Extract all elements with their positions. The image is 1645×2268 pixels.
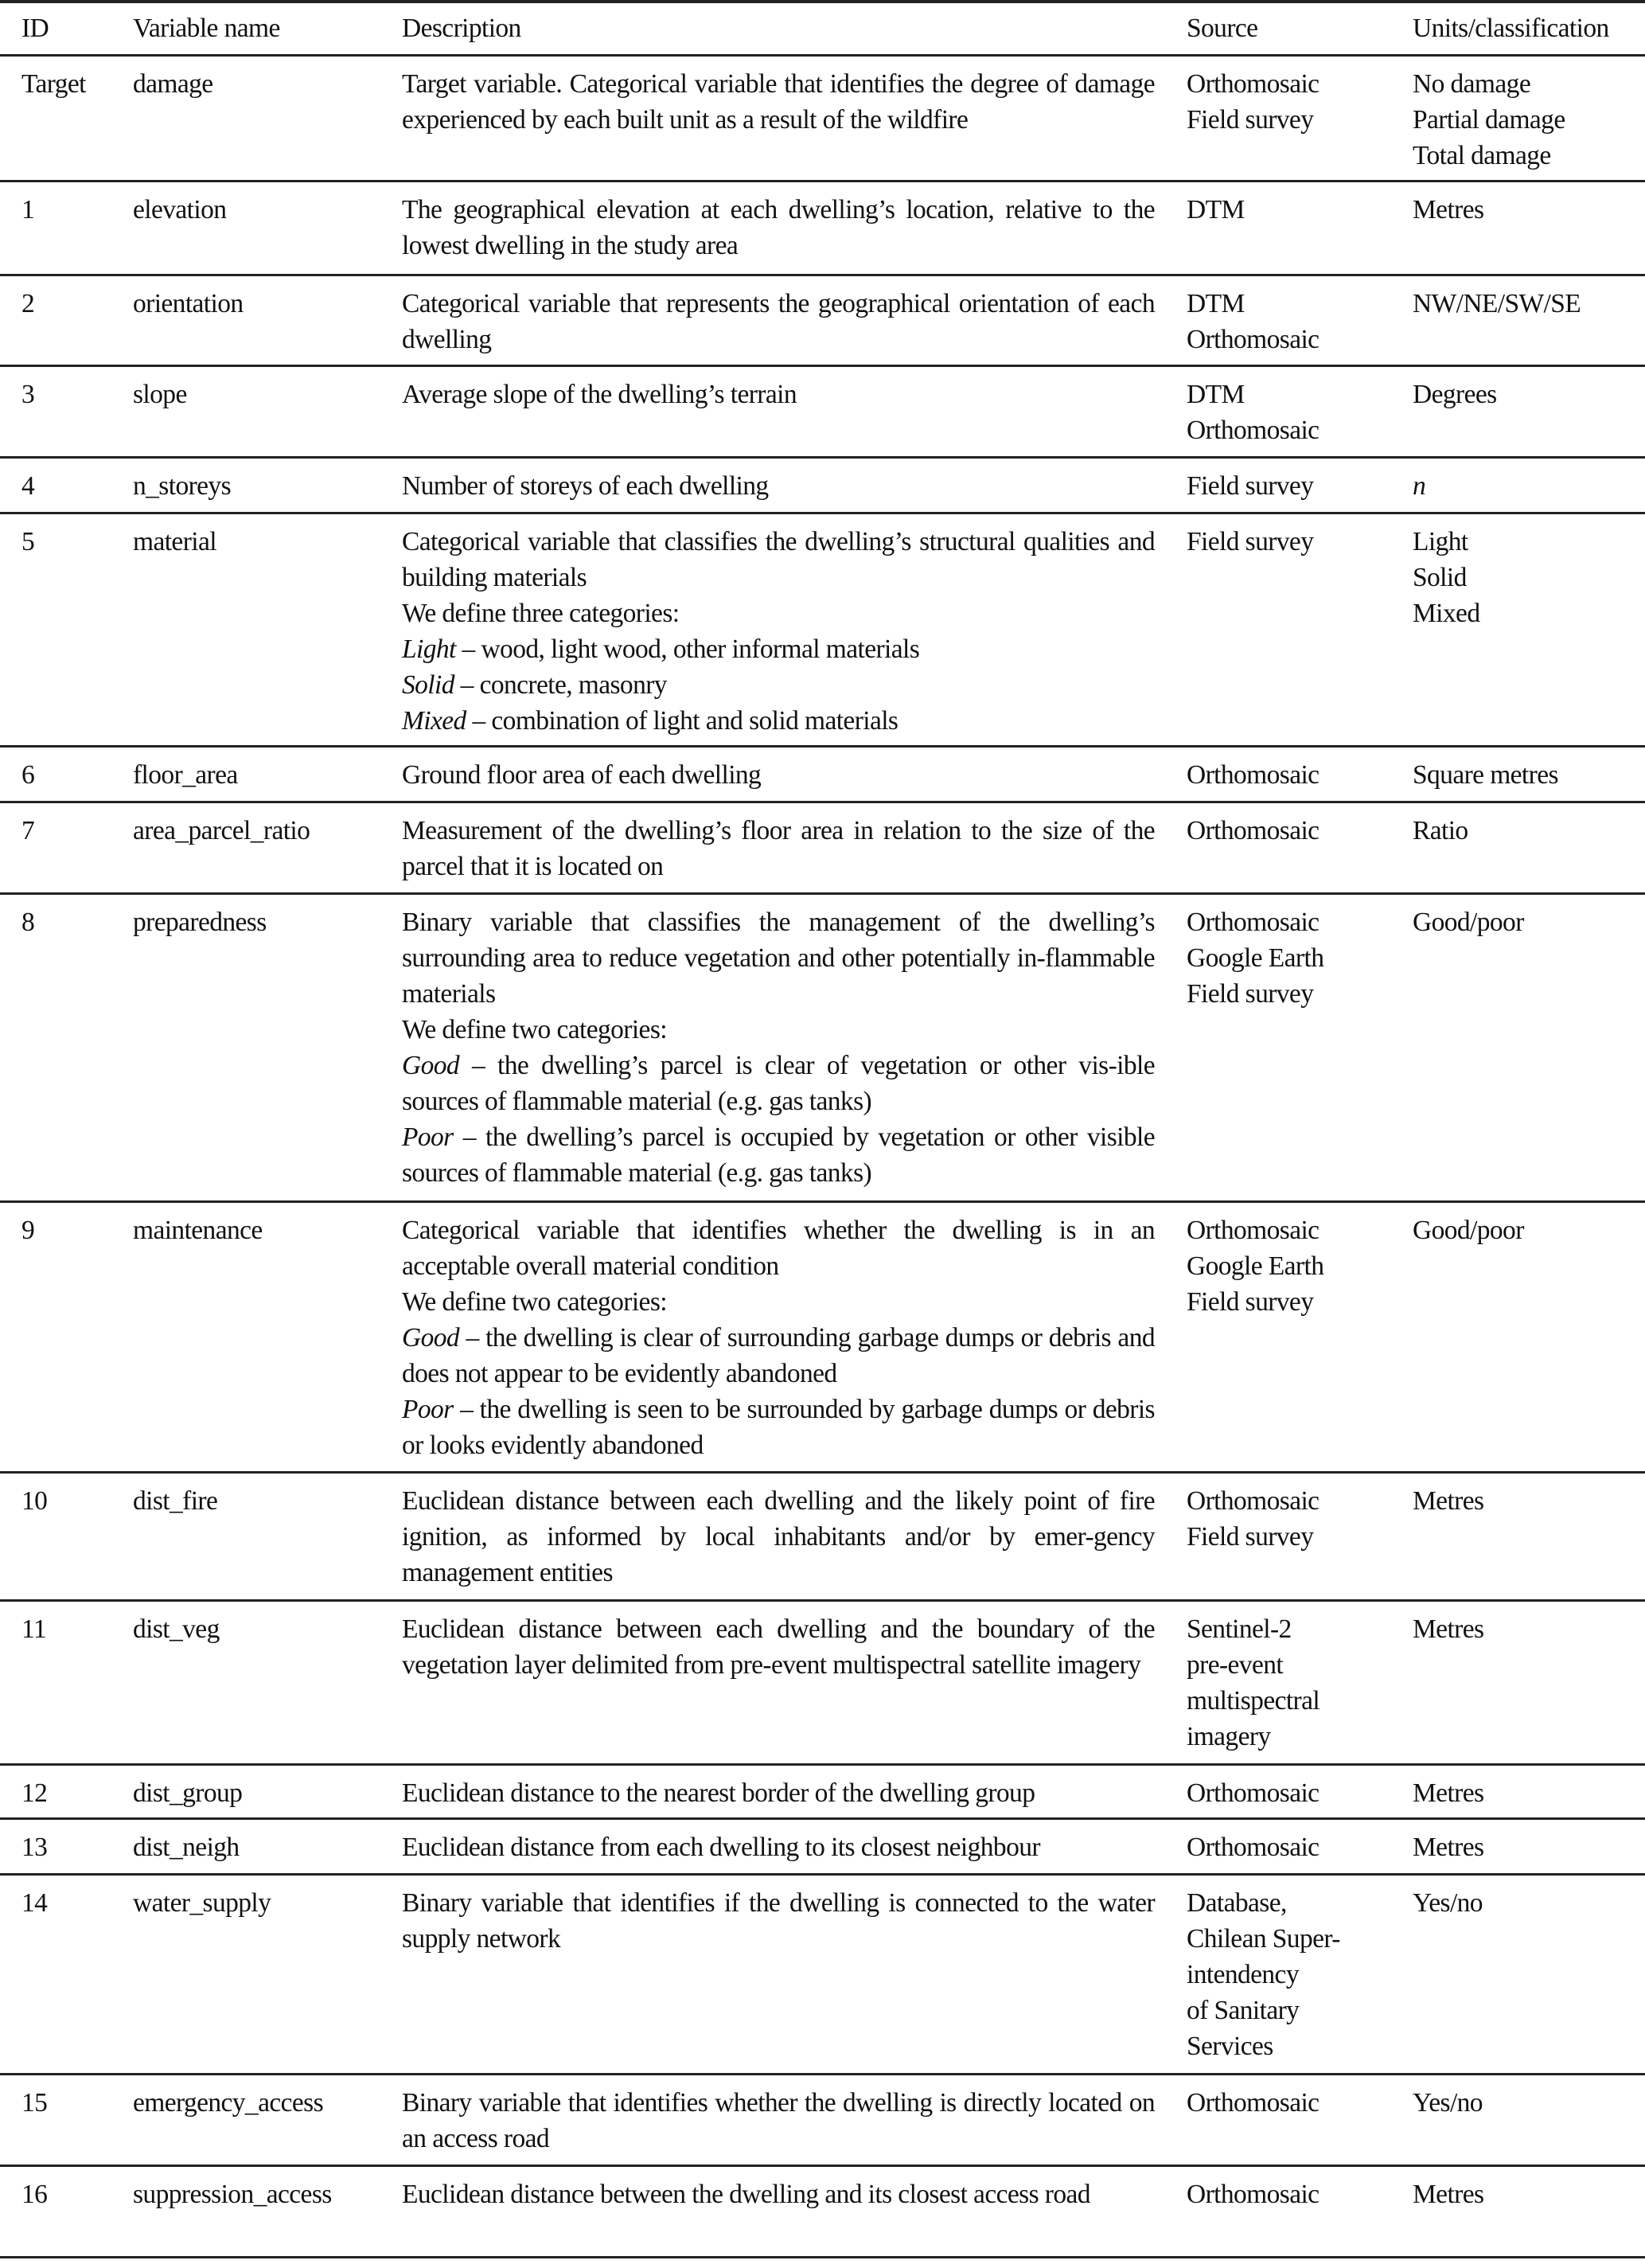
row-id: 7 — [21, 816, 35, 845]
cell-source — [1187, 275, 1413, 366]
cell-units — [1413, 802, 1645, 894]
source-item: Field survey — [1187, 105, 1314, 135]
variable-name: material — [133, 527, 216, 556]
variable-name: emergency_access — [133, 2088, 324, 2118]
cell-description — [402, 458, 1187, 513]
unit-item: Mixed — [1413, 599, 1480, 628]
unit-item: n — [1413, 471, 1426, 501]
unit-item: Yes/no — [1413, 2088, 1483, 2118]
source-item: Orthomosaic — [1187, 760, 1320, 790]
cell-units — [1413, 747, 1645, 802]
category-text: – the dwelling’s parcel is clear of vegetation or other vis-ible sources of flammable material (e.g. gas tanks) — [402, 1051, 1155, 1116]
cell-description — [402, 1473, 1187, 1601]
source-item: DTM — [1187, 289, 1245, 318]
cell-source — [1187, 747, 1413, 802]
description-text: Euclidean distance from each dwelling to its closest neighbour — [402, 1833, 1040, 1862]
table-row — [0, 1875, 1645, 2075]
description-text: Number of storeys of each dwelling — [402, 471, 769, 501]
cell-description — [402, 1202, 1187, 1473]
cell-units — [1413, 56, 1645, 182]
cell-variable-name — [133, 458, 402, 513]
source-item: Database, — [1187, 1888, 1287, 1918]
cell-id — [0, 1765, 133, 1819]
variable-name: floor_area — [133, 760, 238, 790]
category-term: Poor — [402, 1122, 454, 1152]
cell-id — [0, 458, 133, 513]
category-text: – the dwelling’s parcel is occupied by vegetation or other visible sources of flammable material (e.g. gas tanks) — [402, 1122, 1155, 1188]
cell-units — [1413, 1202, 1645, 1473]
row-id: 14 — [21, 1888, 48, 1918]
cell-source — [1187, 1601, 1413, 1765]
table-row — [0, 802, 1645, 894]
cell-id — [0, 802, 133, 894]
unit-item: Square metres — [1413, 760, 1558, 790]
description-text: Categorical variable that classifies the dwelling’s structural qualities and building materials — [402, 527, 1155, 592]
header-row — [0, 2, 1645, 56]
row-id: 15 — [21, 2088, 48, 2118]
source-item: intendency — [1187, 1960, 1299, 1989]
cell-variable-name — [133, 1473, 402, 1601]
row-id: Target — [21, 69, 86, 99]
description-text: Average slope of the dwelling’s terrain — [402, 380, 797, 409]
cell-units — [1413, 1765, 1645, 1819]
cell-description — [402, 1875, 1187, 2075]
source-item: Orthomosaic — [1187, 325, 1320, 354]
unit-item: Good/poor — [1413, 908, 1524, 937]
description-text: Binary variable that identifies if the dwelling is connected to the water supply network — [402, 1888, 1155, 1954]
cell-variable-name — [133, 366, 402, 458]
source-item: Orthomosaic — [1187, 908, 1320, 937]
unit-item: Light — [1413, 527, 1468, 556]
variable-name: dist_neigh — [133, 1833, 240, 1862]
variable-name: dist_fire — [133, 1486, 218, 1516]
source-item: Orthomosaic — [1187, 416, 1320, 445]
cell-id — [0, 275, 133, 366]
header-units: Units/classification — [1413, 14, 1609, 43]
source-item: pre-event — [1187, 1650, 1284, 1680]
row-id: 3 — [21, 380, 35, 409]
category-text: – combination of light and solid materials — [466, 706, 899, 736]
table-row — [0, 747, 1645, 802]
cell-id — [0, 747, 133, 802]
variable-name: preparedness — [133, 908, 267, 937]
description-text: Euclidean distance to the nearest border of the dwelling group — [402, 1778, 1035, 1808]
row-id: 11 — [21, 1614, 47, 1644]
table-row — [0, 458, 1645, 513]
row-id: 13 — [21, 1833, 48, 1862]
source-item: Field survey — [1187, 471, 1314, 501]
unit-item: Partial damage — [1413, 105, 1565, 135]
cell-source — [1187, 182, 1413, 275]
cell-units — [1413, 1819, 1645, 1875]
cell-description — [402, 802, 1187, 894]
table-row — [0, 56, 1645, 182]
cell-id — [0, 894, 133, 1202]
cell-id — [0, 513, 133, 747]
cell-units — [1413, 894, 1645, 1202]
source-item: Orthomosaic — [1187, 1833, 1320, 1862]
cell-variable-name — [133, 1819, 402, 1875]
source-item: Field survey — [1187, 1522, 1314, 1552]
cell-units — [1413, 513, 1645, 747]
cell-units — [1413, 1875, 1645, 2075]
unit-item: Solid — [1413, 563, 1467, 592]
source-item: Chilean Super- — [1187, 1924, 1340, 1954]
variable-name: dist_group — [133, 1778, 243, 1808]
source-item: imagery — [1187, 1722, 1271, 1751]
cell-units — [1413, 1601, 1645, 1765]
row-id: 5 — [21, 527, 35, 556]
table-row — [0, 513, 1645, 747]
row-id: 9 — [21, 1216, 35, 1245]
cell-variable-name — [133, 1765, 402, 1819]
description-text: We define two categories: — [402, 1287, 667, 1317]
category-definition — [402, 631, 1155, 667]
cell-source — [1187, 56, 1413, 182]
description-text: Categorical variable that identifies whether the dwelling is in an acceptable overall material condition — [402, 1216, 1155, 1281]
variable-name: maintenance — [133, 1216, 263, 1245]
cell-id — [0, 56, 133, 182]
cell-variable-name — [133, 747, 402, 802]
row-id: 2 — [21, 289, 35, 318]
variable-name: dist_veg — [133, 1614, 220, 1644]
source-item: Field survey — [1187, 979, 1314, 1009]
variable-name: water_supply — [133, 1888, 271, 1918]
source-item: DTM — [1187, 195, 1245, 224]
cell-source — [1187, 513, 1413, 747]
source-item: Field survey — [1187, 527, 1314, 556]
description-text: We define three categories: — [402, 599, 680, 628]
description-text: Binary variable that identifies whether the dwelling is directly located on an access road — [402, 2088, 1155, 2153]
cell-description — [402, 366, 1187, 458]
unit-item: Ratio — [1413, 816, 1468, 845]
cell-description — [402, 747, 1187, 802]
cell-units — [1413, 275, 1645, 366]
cell-source — [1187, 802, 1413, 894]
source-item: Orthomosaic — [1187, 816, 1320, 845]
unit-item: Good/poor — [1413, 1216, 1524, 1245]
cell-variable-name — [133, 275, 402, 366]
cell-variable-name — [133, 513, 402, 747]
category-text: – concrete, masonry — [454, 670, 667, 700]
row-id: 6 — [21, 760, 35, 790]
table-row — [0, 1765, 1645, 1819]
cell-description — [402, 182, 1187, 275]
cell-source — [1187, 1473, 1413, 1601]
category-term: Mixed — [402, 706, 466, 736]
cell-id — [0, 182, 133, 275]
variable-name: n_storeys — [133, 471, 232, 501]
header-source: Source — [1187, 14, 1258, 43]
category-text: – the dwelling is seen to be surrounded by garbage dumps or debris or looks evidently abandoned — [402, 1395, 1155, 1460]
source-item: multispectral — [1187, 1686, 1320, 1716]
cell-units — [1413, 2166, 1645, 2258]
unit-item: Metres — [1413, 1778, 1484, 1808]
cell-source — [1187, 2166, 1413, 2258]
row-id: 8 — [21, 908, 35, 937]
header-id: ID — [21, 14, 49, 43]
cell-description — [402, 275, 1187, 366]
cell-variable-name — [133, 2166, 402, 2258]
cell-variable-name — [133, 1202, 402, 1473]
cell-variable-name — [133, 2075, 402, 2166]
table-body — [0, 56, 1645, 2258]
cell-description — [402, 2075, 1187, 2166]
cell-description — [402, 513, 1187, 747]
category-term: Solid — [402, 670, 454, 700]
source-item: Orthomosaic — [1187, 1778, 1320, 1808]
source-item: Orthomosaic — [1187, 2088, 1320, 2118]
cell-variable-name — [133, 1875, 402, 2075]
cell-description — [402, 1765, 1187, 1819]
description-text: Ground floor area of each dwelling — [402, 760, 762, 790]
category-definition — [402, 1119, 1155, 1191]
table-row — [0, 1601, 1645, 1765]
cell-description — [402, 894, 1187, 1202]
table-row — [0, 1473, 1645, 1601]
cell-id — [0, 1601, 133, 1765]
table-row — [0, 1819, 1645, 1875]
source-item: DTM — [1187, 380, 1245, 409]
unit-item: Metres — [1413, 2180, 1484, 2209]
cell-id — [0, 1202, 133, 1473]
cell-id — [0, 366, 133, 458]
cell-id — [0, 2075, 133, 2166]
cell-id — [0, 1473, 133, 1601]
unit-item: NW/NE/SW/SE — [1413, 289, 1581, 318]
description-text: Categorical variable that represents the geographical orientation of each dwelling — [402, 289, 1155, 354]
cell-description — [402, 1819, 1187, 1875]
header-variable-name: Variable name — [133, 14, 280, 43]
cell-units — [1413, 182, 1645, 275]
category-term: Good — [402, 1323, 460, 1353]
category-definition — [402, 703, 1155, 739]
description-text: Binary variable that classifies the management of the dwelling’s surrounding area to reduce vegetation and other potentially in-flammable materials — [402, 908, 1155, 1009]
variable-name: suppression_access — [133, 2180, 332, 2209]
source-item: Google Earth — [1187, 943, 1324, 973]
category-definition — [402, 1392, 1155, 1463]
cell-source — [1187, 1875, 1413, 2075]
header-description: Description — [402, 14, 521, 43]
cell-variable-name — [133, 802, 402, 894]
unit-item: Degrees — [1413, 380, 1497, 409]
description-text: Measurement of the dwelling’s floor area in relation to the size of the parcel that it is located on — [402, 816, 1155, 881]
table-row — [0, 182, 1645, 275]
unit-item: Total damage — [1413, 141, 1551, 170]
variable-name: damage — [133, 69, 213, 99]
cell-source — [1187, 458, 1413, 513]
table-row — [0, 275, 1645, 366]
table-row — [0, 1202, 1645, 1473]
category-definition — [402, 1320, 1155, 1392]
source-item: Orthomosaic — [1187, 69, 1320, 99]
cell-id — [0, 1819, 133, 1875]
description-text: Euclidean distance between the dwelling and its closest access road — [402, 2180, 1090, 2209]
source-item: Services — [1187, 2032, 1273, 2061]
unit-item: Metres — [1413, 1614, 1484, 1644]
description-text: Target variable. Categorical variable that identifies the degree of damage experienced by each built unit as a result of the wildfire — [402, 69, 1155, 135]
variable-name: orientation — [133, 289, 244, 318]
cell-source — [1187, 366, 1413, 458]
cell-units — [1413, 2075, 1645, 2166]
row-id: 4 — [21, 471, 35, 501]
row-id: 16 — [21, 2180, 48, 2209]
category-definition — [402, 1048, 1155, 1119]
description-text: The geographical elevation at each dwelling’s location, relative to the lowest dwelling in the study area — [402, 195, 1155, 260]
unit-item: No damage — [1413, 69, 1531, 99]
cell-units — [1413, 1473, 1645, 1601]
row-id: 1 — [21, 195, 35, 224]
source-item: Google Earth — [1187, 1251, 1324, 1281]
cell-description — [402, 56, 1187, 182]
unit-item: Yes/no — [1413, 1888, 1483, 1918]
category-text: – wood, light wood, other informal materials — [455, 634, 920, 664]
cell-source — [1187, 1202, 1413, 1473]
row-id: 12 — [21, 1778, 48, 1808]
variable-name: slope — [133, 380, 187, 409]
unit-item: Metres — [1413, 1833, 1484, 1862]
category-text: – the dwelling is clear of surrounding garbage dumps or debris and does not appear to be evidently abandoned — [402, 1323, 1155, 1388]
cell-description — [402, 2166, 1187, 2258]
cell-source — [1187, 1765, 1413, 1819]
unit-item: Metres — [1413, 195, 1484, 224]
cell-units — [1413, 366, 1645, 458]
source-item: Orthomosaic — [1187, 1216, 1320, 1245]
cell-id — [0, 2166, 133, 2258]
source-item: of Sanitary — [1187, 1996, 1300, 2025]
description-text: Euclidean distance between each dwelling and the likely point of fire ignition, as informed by local inhabitants and/or by emer-gency management entities — [402, 1486, 1155, 1587]
category-definition — [402, 667, 1155, 703]
cell-variable-name — [133, 56, 402, 182]
cell-source — [1187, 1819, 1413, 1875]
source-item: Field survey — [1187, 1287, 1314, 1317]
cell-variable-name — [133, 182, 402, 275]
table-row — [0, 366, 1645, 458]
category-term: Good — [402, 1051, 460, 1080]
variable-name: area_parcel_ratio — [133, 816, 310, 845]
category-term: Light — [402, 634, 456, 664]
cell-variable-name — [133, 1601, 402, 1765]
source-item: Sentinel-2 — [1187, 1614, 1292, 1644]
table-row — [0, 2075, 1645, 2166]
source-item: Orthomosaic — [1187, 1486, 1320, 1516]
description-text: We define two categories: — [402, 1015, 667, 1044]
cell-source — [1187, 2075, 1413, 2166]
category-term: Poor — [402, 1395, 454, 1424]
description-text: Euclidean distance between each dwelling and the boundary of the vegetation layer delimited from pre-event multispectral satellite imagery — [402, 1614, 1155, 1680]
cell-variable-name — [133, 894, 402, 1202]
row-id: 10 — [21, 1486, 48, 1516]
variable-name: elevation — [133, 195, 227, 224]
table-row — [0, 894, 1645, 1202]
cell-description — [402, 1601, 1187, 1765]
cell-units — [1413, 458, 1645, 513]
table-row — [0, 2166, 1645, 2258]
cell-source — [1187, 894, 1413, 1202]
cell-id — [0, 1875, 133, 2075]
unit-item: Metres — [1413, 1486, 1484, 1516]
source-item: Orthomosaic — [1187, 2180, 1320, 2209]
